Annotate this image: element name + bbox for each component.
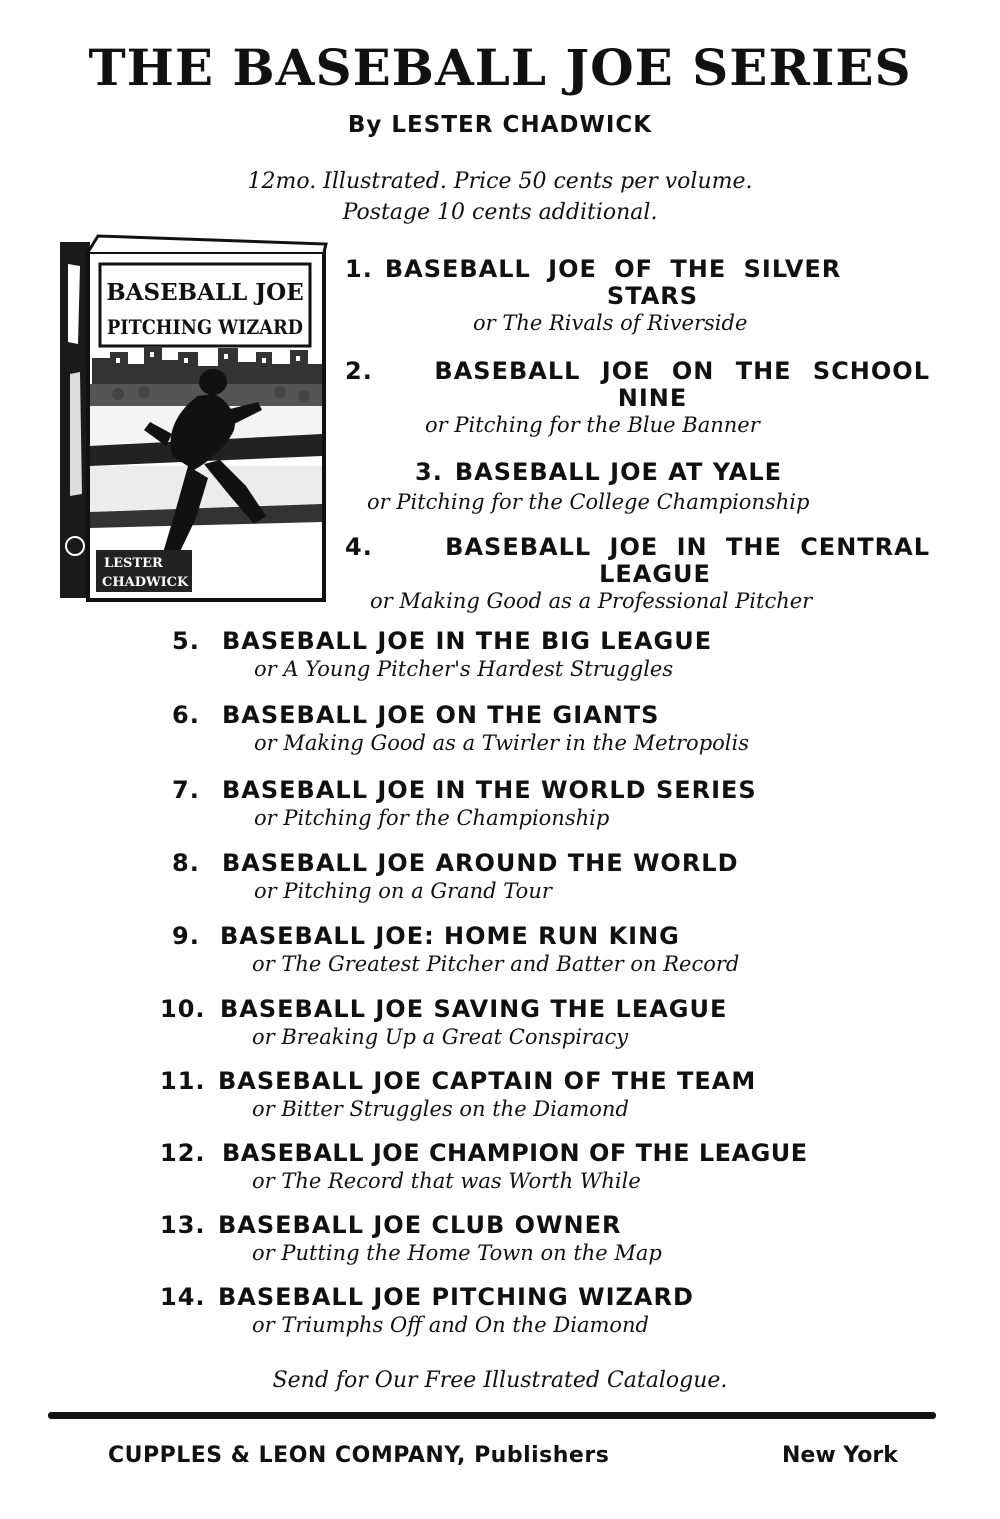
book-subtitle: or Putting the Home Town on the Map [252,1241,662,1265]
postage-line: Postage 10 cents additional. [342,200,658,225]
book-subtitle: or Pitching on a Grand Tour [254,879,552,903]
book-subtitle: or Breaking Up a Great Conspiracy [252,1025,629,1049]
book-subtitle: or Making Good as a Twirler in the Metropolis [254,731,749,755]
book-title-text: BASEBALL JOE SAVING THE LEAGUE [220,995,728,1023]
book-entry-5 [172,627,712,683]
format-price-line: 12mo. Illustrated. Price 50 cents per volume. [247,169,753,194]
book-number: 9. [172,922,200,950]
book-subtitle: or A Young Pitcher's Hardest Struggles [254,657,674,681]
book-title [172,922,739,950]
book-entry-8 [172,849,739,905]
book-title [345,533,930,561]
book-title [345,255,930,283]
cover-title-line1: BASEBALL JOE [106,279,304,306]
book-subtitle: or Pitching for the Blue Banner [425,413,760,437]
book-title [160,1283,694,1311]
book-number: 8. [172,849,200,877]
book-title-text: BASEBALL JOE ON THE SCHOOL [434,357,930,385]
book-title [345,357,930,385]
book-title-text: BASEBALL JOE IN THE BIG LEAGUE [222,627,713,655]
catalogue-note: Send for Our Free Illustrated Catalogue. [272,1368,728,1393]
book-subtitle: or Making Good as a Professional Pitcher [370,589,813,613]
book-title-continued: STARS [606,282,699,310]
series-title: THE BASEBALL JOE SERIES [88,38,912,97]
book-title-text: BASEBALL JOE ON THE GIANTS [222,701,660,729]
publisher-name: CUPPLES & LEON COMPANY, Publishers [108,1443,610,1468]
book-entry-9 [172,922,739,978]
book-title-text: BASEBALL JOE IN THE WORLD SERIES [222,776,757,804]
book-subtitle: or The Record that was Worth While [252,1169,641,1193]
publisher-city: New York [782,1443,898,1468]
book-title [172,627,712,655]
book-number: 6. [172,701,200,729]
book-number: 14. [160,1283,206,1311]
book-title [172,849,739,877]
book-number: 10. [160,995,206,1023]
divider-rule [48,1412,936,1419]
book-number: 7. [172,776,200,804]
book-title [172,701,749,729]
book-entry-2 [345,357,930,439]
book-number: 5. [172,627,200,655]
book-title-text: BASEBALL JOE CAPTAIN OF THE TEAM [218,1067,757,1095]
book-subtitle: or Bitter Struggles on the Diamond [252,1097,629,1121]
book-number: 2. [345,357,373,385]
cover-title-line2: PITCHING WIZARD [107,315,303,339]
book-number: 11. [160,1067,206,1095]
book-number: 4. [345,533,373,561]
book-title-text: BASEBALL JOE IN THE CENTRAL [445,533,930,561]
book-title [160,995,727,1023]
book-subtitle: or Pitching for the College Championship [367,490,810,514]
book-entry-4 [345,533,930,615]
book-entry-13 [160,1211,662,1267]
book-title-text: BASEBALL JOE OF THE SILVER [384,255,842,283]
book-number: 3. [415,458,443,486]
book-subtitle: or Pitching for the Championship [254,806,610,830]
book-subtitle: or The Rivals of Riverside [473,311,748,335]
book-entry-6 [172,701,749,757]
book-title [172,776,757,804]
book-title-text: BASEBALL JOE: HOME RUN KING [220,922,680,950]
book-title [345,458,930,486]
book-title [160,1139,808,1167]
book-title-text: BASEBALL JOE AT YALE [454,458,783,486]
book-entry-7 [172,776,757,832]
cover-author-line1: LESTER [104,556,163,571]
book-title-continued: LEAGUE [599,560,711,588]
cover-author-line2: CHADWICK [102,575,189,590]
book-entry-1 [345,255,930,337]
book-entry-3 [345,458,930,516]
book-title-text: BASEBALL JOE CLUB OWNER [218,1211,622,1239]
book-entry-11 [160,1067,756,1123]
book-number: 13. [160,1211,206,1239]
book-subtitle: or Triumphs Off and On the Diamond [252,1313,649,1337]
book-cover-illustration [58,234,328,604]
book-title-text: BASEBALL JOE CHAMPION OF THE LEAGUE [222,1139,808,1167]
book-title-text: BASEBALL JOE AROUND THE WORLD [222,849,739,877]
book-title [160,1211,662,1239]
author-line: By LESTER CHADWICK [347,112,653,138]
book-title-text: BASEBALL JOE PITCHING WIZARD [218,1283,694,1311]
book-entry-14 [160,1283,694,1339]
book-number: 1. [345,255,373,283]
book-number: 12. [160,1139,206,1167]
book-title [160,1067,756,1095]
book-entry-10 [160,995,727,1051]
book-subtitle: or The Greatest Pitcher and Batter on Record [252,952,740,976]
book-title-continued: NINE [617,384,688,412]
book-entry-12 [160,1139,808,1195]
